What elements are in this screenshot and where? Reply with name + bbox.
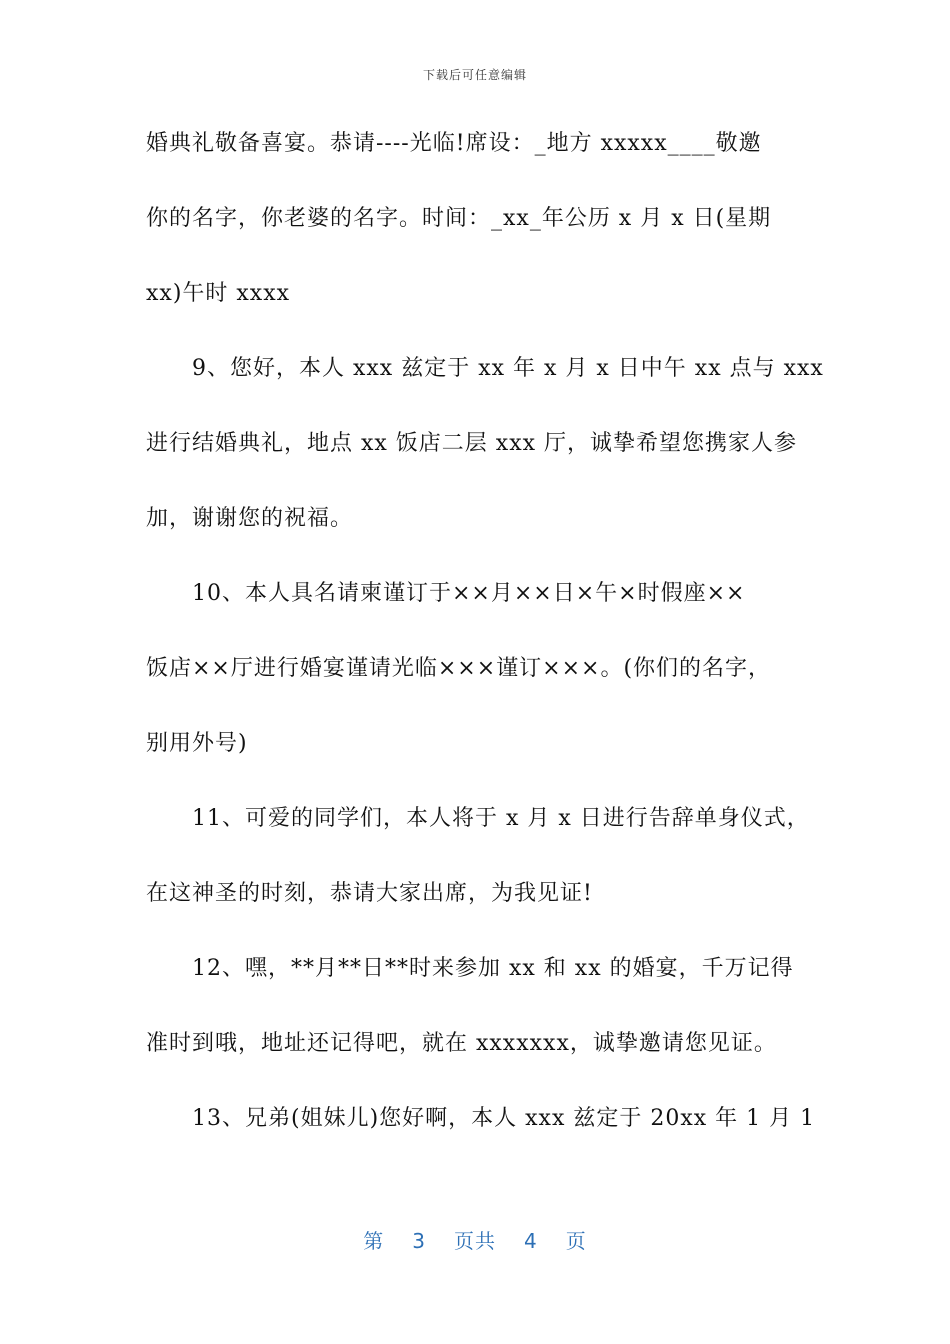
- page-header: 下载后可任意编辑: [422, 68, 527, 82]
- text-line: 婚典礼敬备喜宴。恭请----光临!席设：_地方 xxxxx____敬邀: [146, 131, 762, 156]
- text-line: 别用外号): [146, 731, 248, 756]
- paragraph-first-line: 10、本人具名请柬谨订于××月××日×午×时假座××: [192, 581, 746, 606]
- text-line: 准时到哦，地址还记得吧，就在 xxxxxxx，诚挚邀请您见证。: [146, 1031, 777, 1056]
- page-footer: [0, 1225, 950, 1254]
- paragraph-first-line: 11、可爱的同学们，本人将于 x 月 x 日进行告辞单身仪式，: [192, 806, 810, 831]
- text-line: 进行结婚典礼，地点 xx 饭店二层 xxx 厅，诚挚希望您携家人参: [146, 431, 798, 456]
- paragraph-first-line: 9、您好，本人 xxx 兹定于 xx 年 x 月 x 日中午 xx 点与 xxx: [192, 356, 824, 381]
- total-page-number: 4: [524, 1229, 538, 1253]
- footer-ye: 页: [565, 1229, 587, 1253]
- footer-ye-gong: 页共: [454, 1229, 496, 1253]
- current-page-number: 3: [412, 1229, 426, 1253]
- footer-di: 第: [363, 1229, 385, 1253]
- paragraph-first-line: 13、兄弟(姐妹儿)您好啊，本人 xxx 兹定于 20xx 年 1 月 1: [192, 1106, 816, 1131]
- text-line: 你的名字，你老婆的名字。时间：_xx_年公历 x 月 x 日(星期: [146, 206, 772, 231]
- paragraph-first-line: 12、嘿，**月**日**时来参加 xx 和 xx 的婚宴，千万记得: [192, 956, 794, 981]
- text-line: 加，谢谢您的祝福。: [146, 506, 354, 531]
- text-line: 在这神圣的时刻，恭请大家出席，为我见证!: [146, 881, 593, 906]
- text-line: xx)午时 xxxx: [146, 281, 291, 306]
- text-line: 饭店××厅进行婚宴谨请光临×××谨订×××。(你们的名字，: [146, 656, 772, 681]
